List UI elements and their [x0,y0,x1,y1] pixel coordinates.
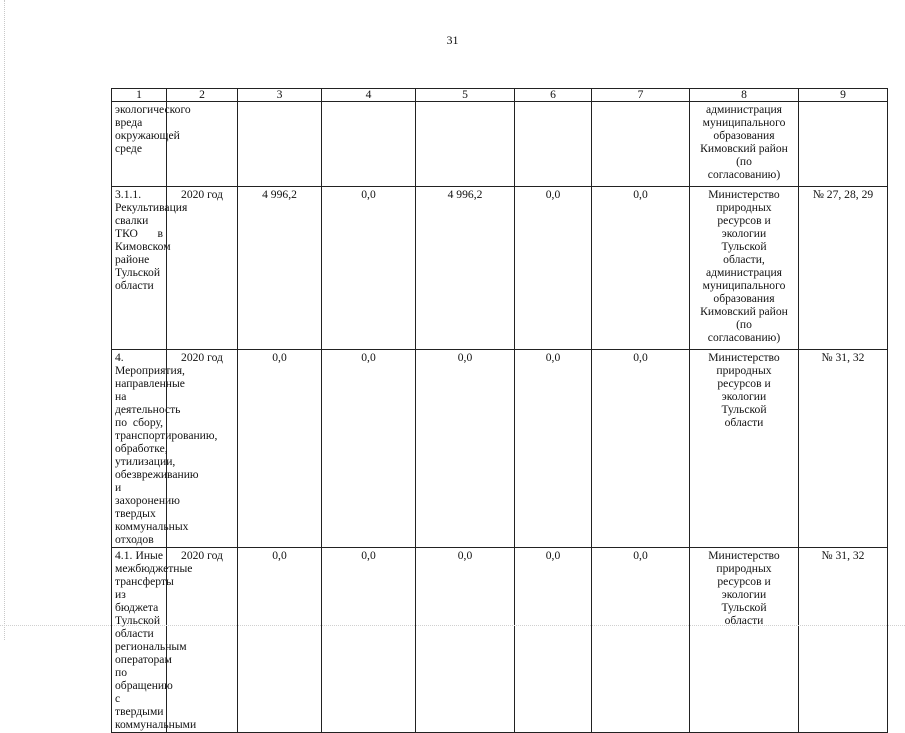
column-number: 7 [592,89,690,102]
description-line: региональным [115,640,187,653]
description-line: Тульской области [115,266,161,292]
executor-line: (по [736,318,752,331]
total-amount-cell [238,102,322,187]
table-row [112,350,888,548]
executor-line: Министерство [708,351,780,364]
executor-line: образования [713,129,775,142]
executor-line: (по [736,155,752,168]
page-number: 31 [446,33,459,47]
description-line: транспортированию, [115,429,218,442]
executor-line: муниципального [702,279,786,292]
responsible-executor-cell [690,548,799,733]
executor-line: Тульской [721,240,767,253]
description-line: обезвреживанию и [115,468,199,494]
other-sources-cell [592,102,690,187]
activity-description-cell [112,548,197,733]
description-line: операторам по [115,653,172,679]
executor-line: Министерство [708,188,780,201]
executor-line: природных [716,364,772,377]
executor-line: администрация [705,103,783,116]
executor-line: муниципального [702,116,786,129]
indicator-reference-cell: № 31, 32 [799,350,888,548]
executor-line: Кимовский район [700,142,788,155]
executor-line: ресурсов и [717,214,771,227]
regional-budget-cell [416,102,515,187]
executor-line: ресурсов и [717,377,771,390]
regional-budget-cell: 4 996,2 [416,187,515,350]
description-line: направленные на [115,377,185,403]
executor-line: экологии [721,227,767,240]
executor-line: администрация [705,266,783,279]
description-line: коммунальными [115,718,197,731]
executor-line: Тульской [721,601,767,614]
responsible-executor-cell [690,350,799,548]
regional-budget-cell: 0,0 [416,350,515,548]
executor-line: экологии [721,390,767,403]
executor-line: Кимовский район [700,305,788,318]
year-cell: 2020 год [167,350,238,548]
executor-line: природных [716,201,772,214]
description-line: коммунальных отходов [115,520,189,546]
year-cell: 2020 год [167,548,238,733]
executor-line: природных [716,562,772,575]
total-amount-cell: 4 996,2 [238,187,322,350]
column-number: 3 [238,89,322,102]
federal-budget-cell: 0,0 [322,187,416,350]
federal-budget-cell [322,102,416,187]
indicator-reference-cell [799,102,888,187]
description-line: межбюджетные [115,562,193,575]
description-line: захоронению твердых [115,494,180,520]
description-line: Тульской области [115,614,161,640]
other-sources-cell: 0,0 [592,187,690,350]
total-amount-cell: 0,0 [238,548,322,733]
column-number: 6 [515,89,592,102]
regional-budget-cell: 0,0 [416,548,515,733]
scan-edge-mark [4,0,5,640]
municipal-budget-cell: 0,0 [515,187,592,350]
table-row [112,102,888,187]
responsible-executor-cell [690,187,799,350]
executor-line: согласованию) [707,168,781,181]
municipal-budget-cell: 0,0 [515,548,592,733]
table-row [112,187,888,350]
municipal-budget-cell [515,102,592,187]
executor-line: согласованию) [707,331,781,344]
description-line: свалки ТКО в [115,214,163,240]
description-line: Кимовском районе [115,240,171,266]
column-number: 8 [690,89,799,102]
column-numbers-row [112,89,888,102]
column-number: 9 [799,89,888,102]
executor-line: области [724,416,764,429]
other-sources-cell: 0,0 [592,350,690,548]
activities-table [111,88,888,733]
executor-line: Министерство [708,549,780,562]
description-line: экологического вреда [115,103,191,129]
responsible-executor-cell [690,102,799,187]
municipal-budget-cell: 0,0 [515,350,592,548]
column-number: 2 [167,89,238,102]
indicator-reference-cell: № 31, 32 [799,548,888,733]
activity-description-cell [112,187,188,350]
description-line: обработке, утилизации, [115,442,176,468]
federal-budget-cell: 0,0 [322,548,416,733]
other-sources-cell: 0,0 [592,548,690,733]
description-line: деятельность по сбору, [115,403,181,429]
executor-line: области [724,614,764,627]
description-line: 4.1. Иные [115,549,163,562]
executor-line: образования [713,292,775,305]
year-cell: 2020 год [167,187,238,350]
executor-line: ресурсов и [717,575,771,588]
description-line: окружающей среде [115,129,180,155]
federal-budget-cell: 0,0 [322,350,416,548]
total-amount-cell: 0,0 [238,350,322,548]
description-line: обращению с твердыми [115,679,173,718]
column-number: 4 [322,89,416,102]
scan-bottom-edge [0,625,905,632]
description-line: 3.1.1. Рекультивация [115,188,188,214]
indicator-reference-cell: № 27, 28, 29 [799,187,888,350]
description-line: 4. Мероприятия, [115,351,185,377]
executor-line: области, [723,253,765,266]
description-line: трансферты из бюджета [115,575,174,614]
column-number: 1 [112,89,167,102]
column-number: 5 [416,89,515,102]
table-row [112,548,888,733]
executor-line: экологии [721,588,767,601]
executor-line: Тульской [721,403,767,416]
activity-description-cell [112,102,191,187]
